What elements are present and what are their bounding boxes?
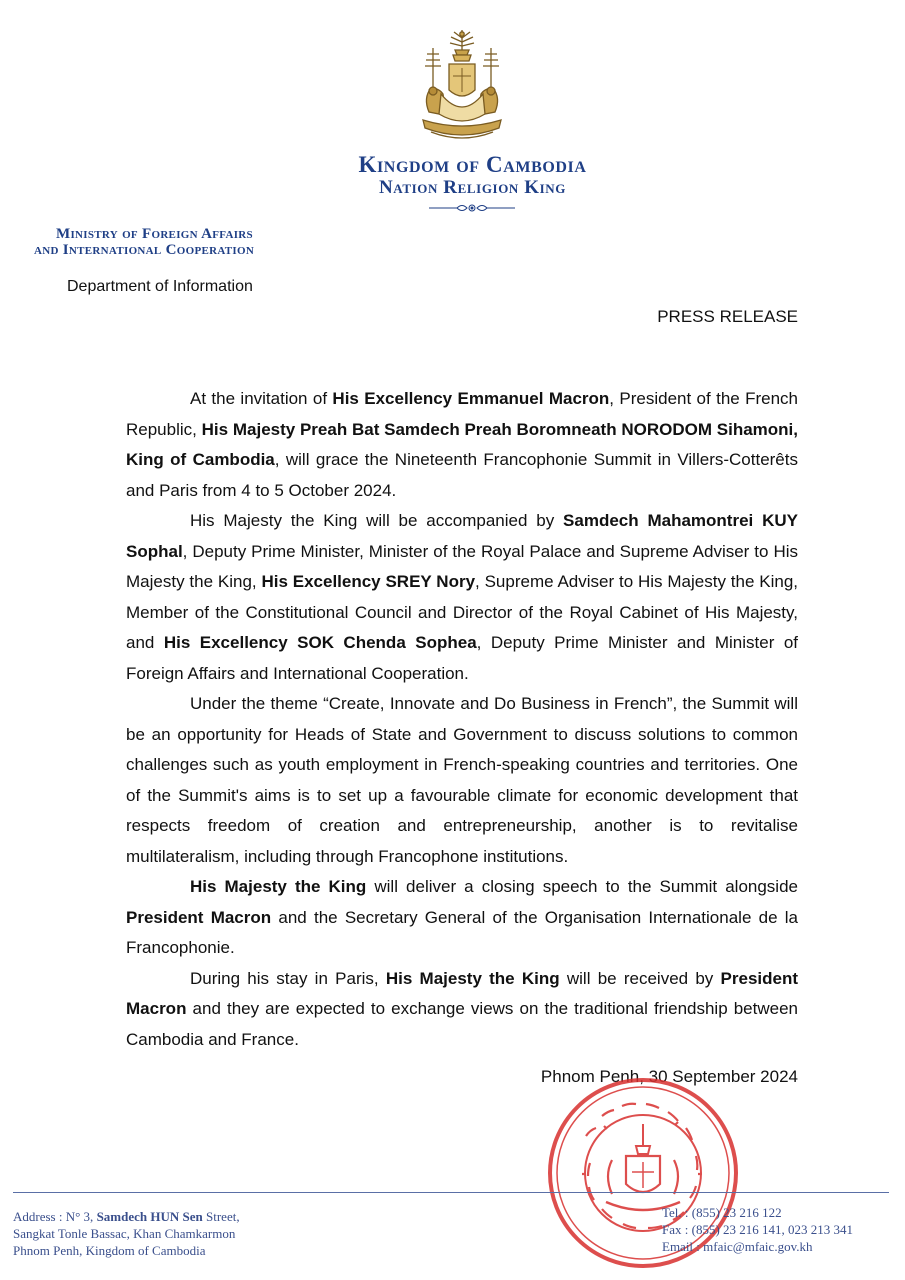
- address-line1: Address : N° 3, Samdech HUN Sen Street,: [13, 1209, 240, 1224]
- document-type-heading: PRESS RELEASE: [657, 307, 798, 326]
- address-line2: Sangkat Tonle Bassac, Khan Chamkarmon: [13, 1226, 236, 1241]
- kingdom-title: Kingdom of Cambodia: [358, 152, 587, 177]
- body-paragraph: His Majesty the King will deliver a closing speech to the Summit alongside President Macron and the Secretary General of the Organisation Internationale de la Francophonie.: [126, 877, 798, 957]
- body-paragraph: His Majesty the King will be accompanied by Samdech Mahamontrei KUY Sophal, Deputy Prime Minister, Minister of the Royal Palace and Supreme Adviser to His Majesty the King, His Excellency SREY Nory, Supreme Adviser to His Majesty the King, Member of the Constitutional Council and Director of the Royal Cabinet of His Majesty, and His Excellency SOK Chenda Sophea, Deputy Prime Minister and Minister of Foreign Affairs and International Cooperation.: [126, 511, 798, 683]
- address-line3: Phnom Penh, Kingdom of Cambodia: [13, 1243, 206, 1258]
- contact-fax: Fax : (855) 23 216 141, 023 213 341: [662, 1222, 854, 1237]
- place-and-date: Phnom Penh, 30 September 2024: [540, 1067, 798, 1086]
- contact-email: Email : mfaic@mfaic.gov.kh: [662, 1239, 813, 1254]
- ornament-divider-icon: [427, 202, 517, 214]
- footer-divider: [13, 1192, 889, 1193]
- ministry-name-line2: and International Cooperation: [34, 242, 255, 258]
- footer-address: [13, 1208, 240, 1259]
- ministry-name-line1: Ministry of Foreign Affairs: [56, 226, 253, 242]
- body-paragraph: At the invitation of His Excellency Emmanuel Macron, President of the French Republic, His Majesty Preah Bat Samdech Preah Boromneath NORODOM Sihamoni, King of Cambodia, will grace the Nineteenth Francophonie Summit in Villers-Cotterêts and Paris from 4 to 5 October 2024.: [126, 389, 799, 500]
- royal-arms-crest-icon: [411, 28, 513, 146]
- press-release-body: [126, 384, 798, 1055]
- department-name: Department of Information: [67, 278, 253, 295]
- body-paragraph: Under the theme “Create, Innovate and Do Business in French”, the Summit will be an opportunity for Heads of State and Government to discuss solutions to common challenges such as youth employment in French-speaking countries and territories. One of the Summit's aims is to set up a favourable climate for economic development that respects freedom of creation and entrepreneurship, another is to revitalise multilateralism, including through Francophone institutions.: [126, 694, 798, 866]
- footer-contact: [662, 1204, 853, 1255]
- kingdom-motto: Nation Religion King: [378, 177, 566, 198]
- body-paragraph: During his stay in Paris, His Majesty the King will be received by President Macron and they are expected to exchange views on the traditional friendship between Cambodia and France.: [126, 968, 799, 1049]
- contact-tel: Tel. : (855) 23 216 122: [662, 1205, 782, 1220]
